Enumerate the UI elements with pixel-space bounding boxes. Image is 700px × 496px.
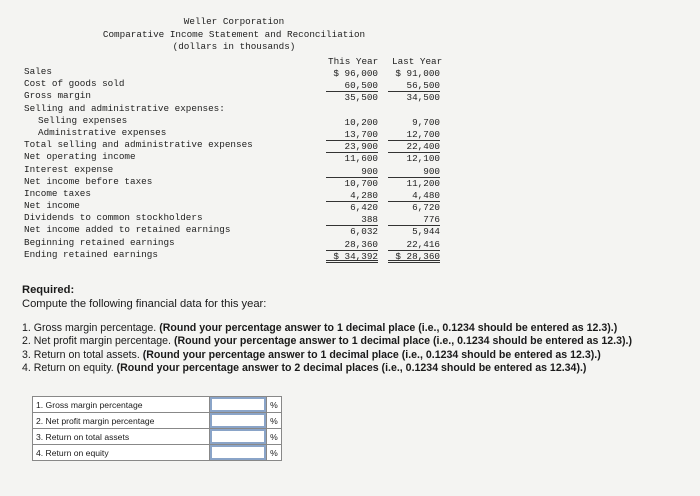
percent-unit: % [267,413,282,429]
percent-unit: % [267,397,282,413]
required-heading: Required: [22,284,75,296]
gross-margin-input[interactable] [210,397,266,412]
row-label: Administrative expenses [38,126,167,138]
answer-row [33,413,282,429]
last-year-column [388,68,440,263]
row-label: Income taxes [24,187,91,199]
this-year-value: 28,360 [326,239,378,251]
this-year-value: 35,500 [344,92,378,104]
this-year-column [326,68,378,263]
answer-label: 3. Return on total assets [33,429,210,445]
last-year-value: 776 [388,214,440,226]
last-year-value: 5,944 [412,226,440,238]
row-label: Gross margin [24,90,91,102]
this-year-value: 6,032 [350,226,378,238]
row-label: Dividends to common stockholders [24,212,203,224]
return-on-equity-input[interactable] [210,445,266,460]
last-year-value: 22,416 [388,239,440,251]
last-year-value: 22,400 [388,141,440,153]
requirement-item: 4. Return on equity. (Round your percentage answer to 2 decimal places (i.e., 0.1234 should be entered as 12.34).) [22,362,587,375]
this-year-value: 60,500 [326,80,378,92]
required-section [22,284,266,311]
this-year-value: 900 [326,166,378,178]
row-label: Net operating income [24,151,136,163]
this-year-value: 4,280 [326,190,378,202]
row-label: Sales [24,66,52,77]
this-year-value: 13,700 [326,129,378,141]
percent-unit: % [267,429,282,445]
row-label: Beginning retained earnings [24,236,175,248]
statement-units: (dollars in thousands) [172,41,296,52]
last-year-value: 6,720 [412,202,440,214]
row-label: Net income added to retained earnings [24,224,231,236]
net-profit-margin-input[interactable] [210,413,266,428]
answer-row [33,429,282,445]
answer-label: 1. Gross margin percentage [33,397,210,413]
last-year-value: 56,500 [388,80,440,92]
statement-header [84,16,384,54]
requirement-item: 1. Gross margin percentage. (Round your percentage answer to 1 decimal place (i.e., 0.1234 should be entered as 12.3).) [22,322,618,334]
row-label: Interest expense [24,163,114,175]
last-year-value: 12,100 [406,153,440,165]
answer-table [32,396,282,461]
percent-unit: % [267,445,282,461]
row-label: Net income before taxes [24,175,153,187]
row-label: Selling and administrative expenses: [24,102,225,114]
this-year-value: 11,600 [344,153,378,165]
row-label: Cost of goods sold [24,78,125,90]
last-year-value: 11,200 [406,177,440,189]
row-label: Ending retained earnings [24,248,158,260]
requirement-item: 3. Return on total assets. (Round your percentage answer to 1 decimal place (i.e., 0.1234 should be entered as 12.3).) [22,348,601,361]
last-year-value [388,105,440,117]
this-year-value: 23,900 [326,141,378,153]
answer-row [33,397,282,413]
row-label: Total selling and administrative expenses [24,139,253,151]
row-label: Net income [24,200,80,212]
required-intro: Compute the following financial data for this year: [22,297,267,310]
this-year-value: $ 34,392 [326,251,378,263]
this-year-value: 388 [326,214,378,226]
this-year-value: 6,420 [350,202,378,214]
last-year-value: $ 91,000 [395,68,440,79]
last-year-value: $ 28,360 [388,251,440,263]
return-on-assets-input[interactable] [210,429,266,444]
last-year-value: 4,480 [388,190,440,202]
last-year-value: 12,700 [388,129,440,141]
col-header-this-year: This Year [328,56,379,67]
this-year-value: 10,700 [344,177,378,189]
last-year-value: 34,500 [406,92,440,104]
company-name: Weller Corporation [183,16,285,27]
answer-label: 2. Net profit margin percentage [33,413,210,429]
last-year-value: 9,700 [412,116,440,128]
this-year-value [326,105,378,117]
answer-label: 4. Return on equity [33,445,210,461]
answer-row [33,445,282,461]
row-label: Selling expenses [38,114,128,126]
statement-row-labels [24,66,253,261]
last-year-value: 900 [388,166,440,178]
statement-title: Comparative Income Statement and Reconciliation [102,28,366,40]
this-year-value: $ 96,000 [333,68,378,79]
col-header-last-year: Last Year [392,56,443,67]
requirements-list [22,322,632,376]
this-year-value: 10,200 [344,116,378,128]
requirement-item: 2. Net profit margin percentage. (Round your percentage answer to 1 decimal place (i.e., 0.1234 should be entered as 12.3).) [22,335,632,348]
